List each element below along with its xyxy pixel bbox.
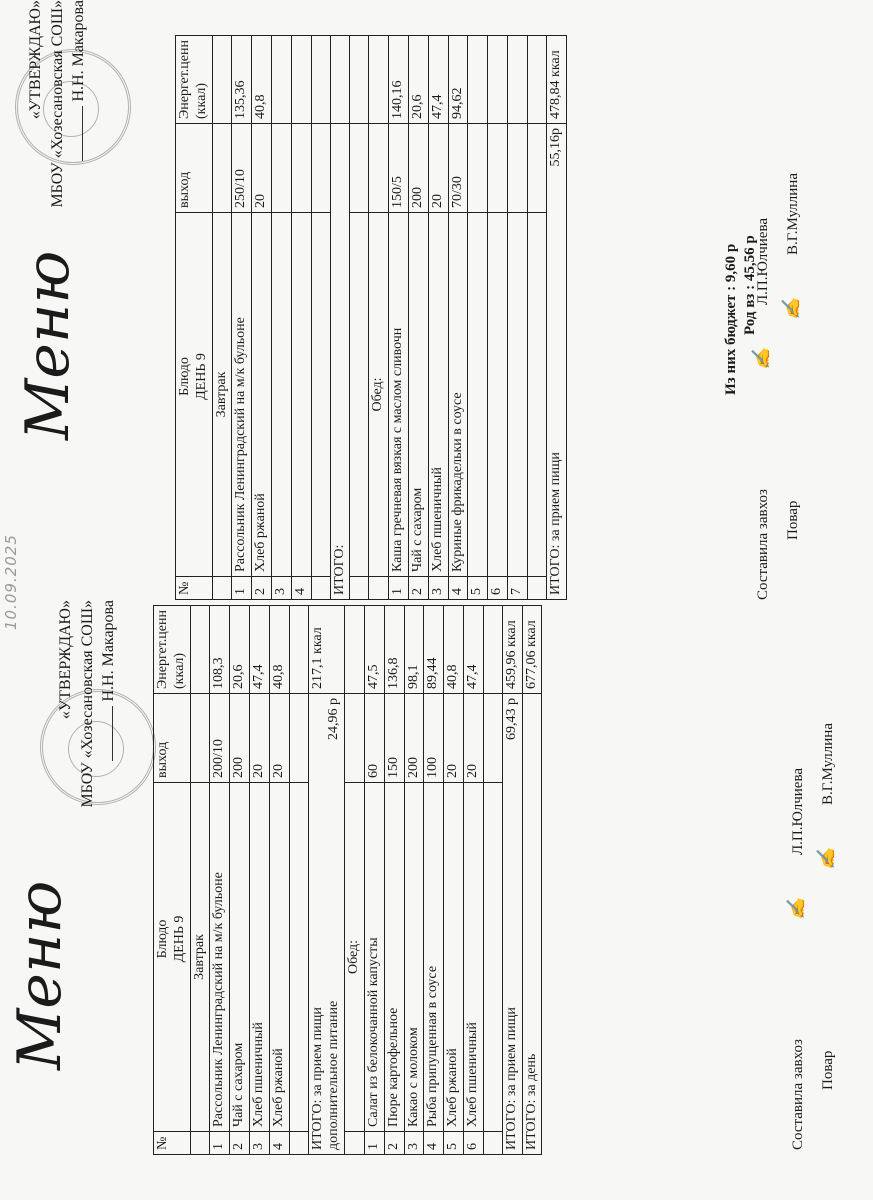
parent-payment-line: Род вз : 45,56 р (741, 235, 758, 335)
signers (786, 650, 850, 1150)
table-row: 5 (468, 36, 488, 600)
lunch-total-energy: 478,84 ккал (546, 36, 566, 124)
table-row: 4 (291, 36, 311, 600)
lunch-total-label: ИТОГО: за прием пищи (547, 452, 563, 595)
table-row: 2 Чай с сахаром 200 20,6 (408, 36, 428, 600)
menu-table (153, 605, 542, 1155)
menu-left (0, 600, 873, 1200)
table-row: 6 Хлеб пшеничный 20 47,4 (463, 606, 483, 1155)
budget-block (722, 235, 760, 395)
menu-title: Меню (5, 880, 75, 1070)
handwritten-date: 10.09.2025 (2, 534, 20, 630)
compiled-name: Л.П.Юлчиева (755, 218, 771, 305)
signers (751, 50, 815, 600)
table-row: 1 Каша гречневая вязкая с маслом сливочн 150/5 140,16 (389, 36, 409, 600)
table-row: 1 Рассольник Ленинградский на м/к бульоне 200/10 108,3 (210, 606, 230, 1155)
cook-role: Повар (785, 500, 801, 540)
col-dish-label: Блюдо (177, 357, 192, 396)
total-energy: 217,1 ккал (308, 606, 345, 694)
table-row: 1 Рассольник Ленинградский на м/к бульоне 250/10 135,36 (232, 36, 252, 600)
table-row: 3 (271, 36, 291, 600)
col-dish (176, 212, 213, 576)
section-lunch: Обед: (345, 782, 365, 1131)
signature-icon: ✍ (786, 897, 807, 920)
approval-block (25, 0, 90, 225)
breakfast-total-row (308, 606, 345, 1155)
lunch-total-energy: 459,96 ккал (502, 606, 522, 694)
org-name: МБОУ «Хозесановская СОШ» (48, 0, 66, 208)
cook-name: В.Г.Муллина (785, 173, 801, 255)
lunch-total-label: ИТОГО: за прием пищи (503, 1007, 519, 1150)
total-label: ИТОГО: за прием пищи (309, 1007, 325, 1150)
org-name: МБОУ «Хозесановская СОШ» (78, 600, 96, 808)
compiled-role: Составила завхоз (755, 489, 771, 600)
compiled-name: Л.П.Юлчиева (790, 768, 806, 855)
table-row: 3 Какао с молоком 200 98,1 (404, 606, 424, 1155)
table-row: 2 Чай с сахаром 200 20,6 (230, 606, 250, 1155)
table-row: 3 Хлеб пшеничный 20 47,4 (428, 36, 448, 600)
day-total-label: ИТОГО: за день (522, 693, 542, 1154)
signature-icon: ✍ (751, 347, 772, 370)
menu-title: Меню (13, 250, 83, 440)
table-row: 4 Хлеб ржаной 20 40,8 (269, 606, 289, 1155)
total-price: 24,96 р (326, 697, 342, 740)
signature-icon: ✍ (816, 847, 837, 870)
lunch-total-row (502, 606, 522, 1155)
day-total-energy: 677,06 ккал (522, 606, 542, 694)
col-output: выход (154, 693, 191, 782)
approved-label: «УТВЕРЖДАЮ» (27, 0, 44, 120)
day-total-row (522, 606, 542, 1155)
col-energy: Энергет.ценн (ккал) (154, 606, 191, 694)
col-no: № (176, 577, 213, 600)
signature-line (112, 706, 113, 761)
table-row: 7 (507, 36, 527, 600)
total-label: ИТОГО: (330, 123, 350, 599)
col-dish-label: Блюдо (155, 919, 170, 959)
table-row: 1 Салат из белокочанной капусты 60 47,5 (364, 606, 384, 1155)
col-output: выход (176, 123, 213, 212)
table-row: 2 Пюре картофельное 150 136,8 (384, 606, 404, 1155)
signature-line (82, 106, 83, 161)
cook-role: Повар (820, 1050, 836, 1090)
table-row: 2 Хлеб ржаной 20 40,8 (252, 36, 272, 600)
lunch-total-row (546, 36, 566, 600)
approved-label: «УТВЕРЖДАЮ» (57, 600, 74, 720)
lunch-total-price: 69,43 р (503, 697, 519, 740)
extra-label: дополнительное питание (326, 1000, 342, 1150)
breakfast-total-row (330, 36, 350, 600)
table-row: 3 Хлеб пшеничный 20 47,4 (249, 606, 269, 1155)
section-lunch: Обед: (369, 212, 389, 576)
day-label: ДЕНЬ 9 (171, 915, 187, 963)
col-energy: Энергет.ценн (ккал) (176, 36, 213, 124)
section-breakfast: Завтрак (190, 782, 210, 1131)
col-dish (154, 782, 191, 1131)
lunch-total-price: 55,16р (547, 127, 563, 167)
compiled-role: Составила завхоз (790, 1039, 806, 1150)
director-name: Н.Н. Макарова (70, 0, 88, 102)
approval-block (55, 600, 120, 830)
day-label: ДЕНЬ 9 (193, 353, 209, 400)
col-no: № (154, 1132, 191, 1155)
table-row: 4 Куриные фрикадельки в соусе 70/30 94,62 (448, 36, 468, 600)
cook-name: В.Г.Муллина (820, 723, 836, 805)
director-name: Н.Н. Макарова (100, 600, 118, 702)
budget-line: Из них бюджет : 9,60 р (723, 243, 739, 395)
table-row: 6 (488, 36, 508, 600)
menu-table (175, 35, 567, 600)
table-row: 4 Рыба припущенная в соусе 100 89,44 (424, 606, 444, 1155)
table-row: 5 Хлеб ржаной 20 40,8 (444, 606, 464, 1155)
signature-icon: ✍ (781, 297, 802, 320)
section-breakfast: Завтрак (212, 212, 232, 576)
